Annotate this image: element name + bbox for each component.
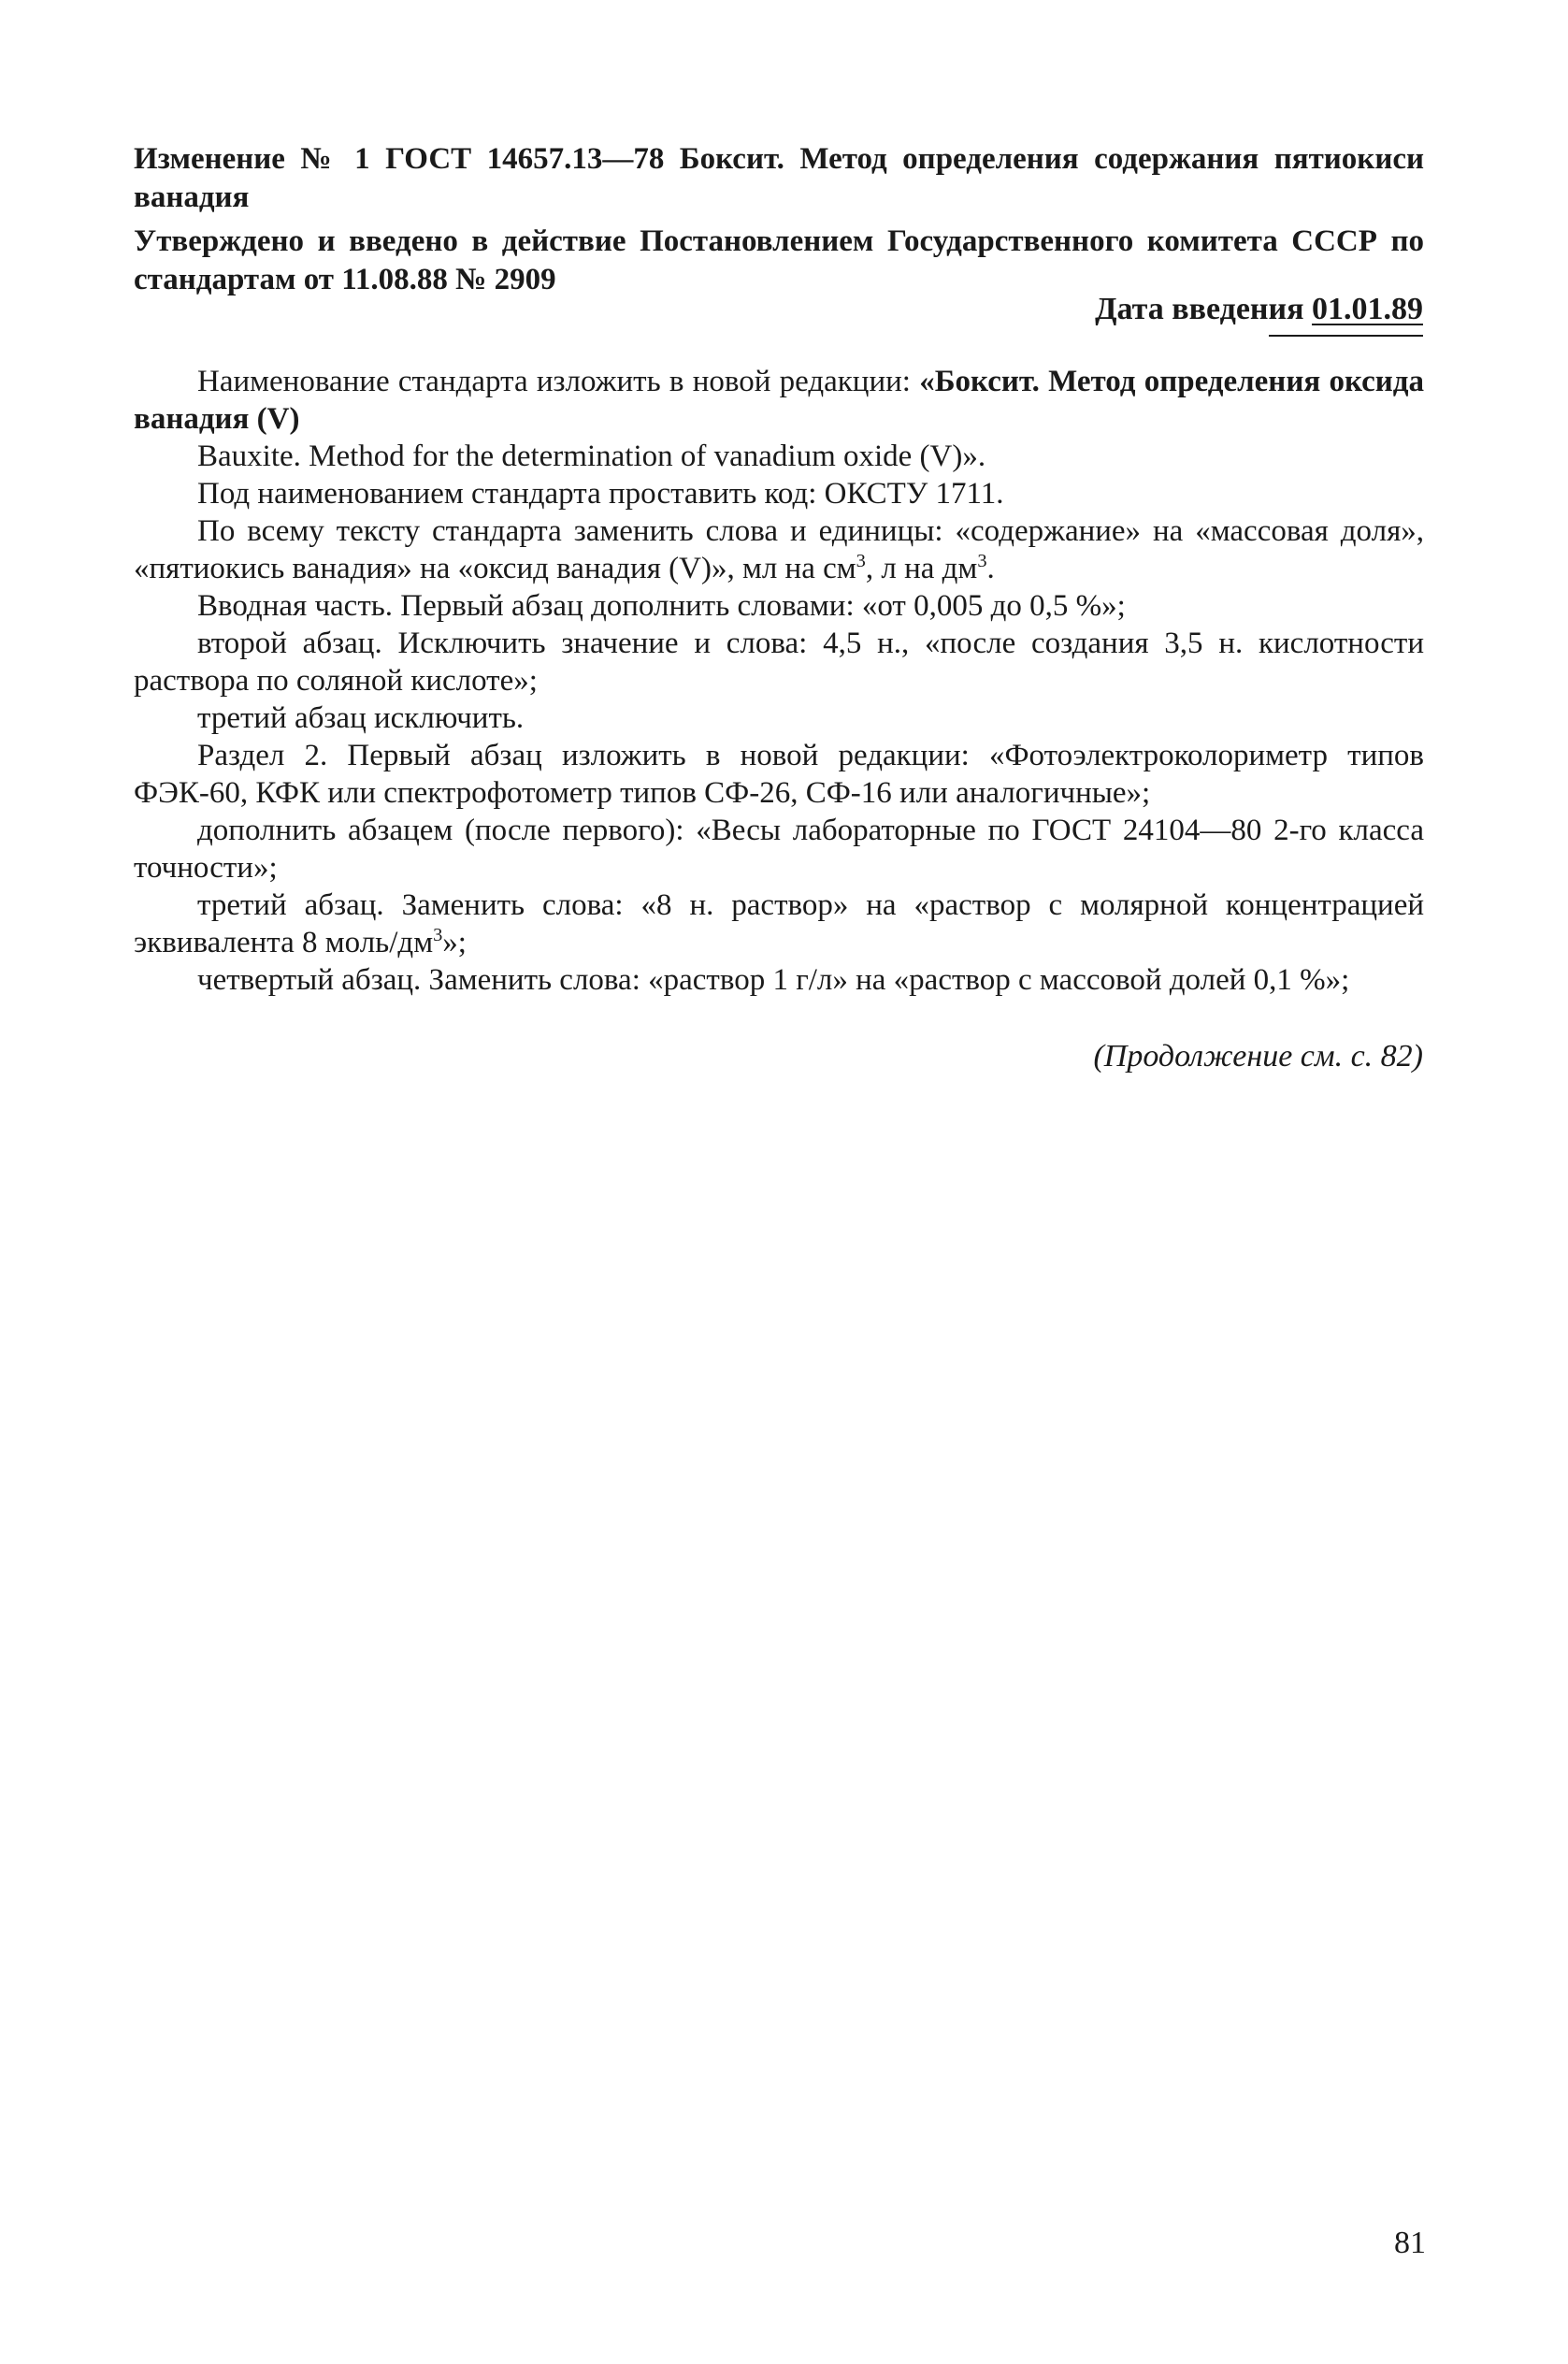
paragraph-concentration: [134, 886, 1424, 961]
paragraph-units: [134, 512, 1424, 587]
paragraph-section-2: Раздел 2. Первый абзац изложить в новой редакции: «Фотоэлектроколориметр типов ФЭК-60, КФК или спектрофотометр типов СФ-26, СФ-16 или аналогичные»;: [134, 739, 1424, 810]
superscript: 3: [977, 551, 987, 571]
effective-date: [1095, 292, 1423, 327]
continuation-note: (Продолжение см. с. 82): [1093, 1039, 1423, 1074]
paragraph-text: »;: [442, 926, 467, 959]
paragraph-text: Наименование стандарта изложить в новой редакции:: [197, 365, 920, 398]
paragraph-intro-part: Вводная часть. Первый абзац дополнить словами: «от 0,005 до 0,5 %»;: [197, 589, 1126, 623]
superscript: 3: [433, 925, 443, 945]
paragraph-code: Под наименованием стандарта проставить код: ОКСТУ 1711.: [197, 477, 1004, 511]
paragraph-scales: дополнить абзацем (после первого): «Весы лабораторные по ГОСТ 24104—80 2-го класса точности»;: [134, 814, 1424, 885]
effective-date-label: Дата введения: [1095, 292, 1304, 326]
paragraph-second-abzac: второй абзац. Исключить значение и слова: 4,5 н., «после создания 3,5 н. кислотности раствора по соляной кислоте»;: [134, 627, 1424, 698]
paragraph-english-title: Bauxite. Method for the determination of vanadium oxide (V)».: [197, 440, 986, 473]
superscript: 3: [856, 551, 866, 571]
amendment-body: [134, 363, 1424, 999]
paragraph-text: .: [986, 552, 995, 585]
page-number: 81: [1394, 2226, 1426, 2260]
paragraph-text: третий абзац. Заменить слова: «8 н. раствор» на «раствор с молярной концентрацией эквивалента 8 моль/дм: [134, 888, 1424, 959]
paragraph-text: По всему тексту стандарта заменить слова и единицы: «содержание» на «массовая доля», «пятиокись ванадия» на «оксид ванадия (V)», мл на см: [134, 514, 1424, 585]
effective-date-value: 01.01.89: [1312, 292, 1423, 326]
paragraph-third-abzac: третий абзац исключить.: [197, 701, 525, 735]
amendment-title: Изменение № 1 ГОСТ 14657.13—78 Боксит. Метод определения содержания пятиокиси ванадия: [134, 142, 1424, 214]
header-divider: [1269, 335, 1423, 337]
paragraph-fourth-abzac: четвертый абзац. Заменить слова: «раствор 1 г/л» на «раствор с массовой долей 0,1 %»;: [197, 963, 1350, 997]
paragraph-text: , л на дм: [865, 552, 978, 585]
paragraph-bold-title: «Боксит. Метод определения оксида ванадия (V): [134, 365, 1424, 436]
paragraph-standard-name: [134, 363, 1424, 438]
approval-statement: Утверждено и введено в действие Постановлением Государственного комитета СССР по стандартам от 11.08.88 № 2909: [134, 224, 1424, 296]
